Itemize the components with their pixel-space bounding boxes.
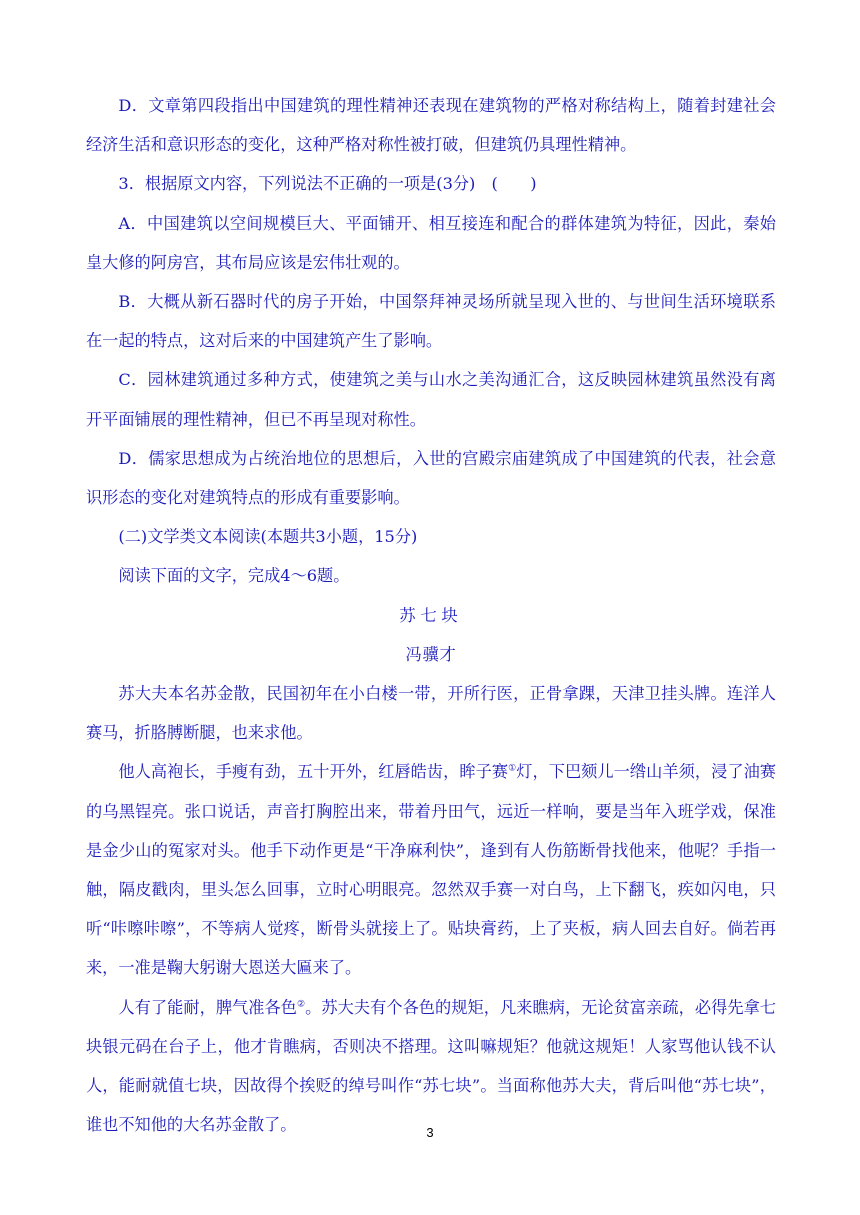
option-d-q3: D．儒家思想成为占统治地位的思想后，入世的宫殿宗庙建筑成了中国建筑的代表，社会意识形态的变化对建筑特点的形成有重要影响。 <box>86 448 776 508</box>
footnote-marker-2: ② <box>297 999 306 1010</box>
option-a-q3: A．中国建筑以空间规模巨大、平面铺开、相互接连和配合的群体建筑为特征，因此，秦始皇大修的阿房宫，其布局应该是宏伟壮观的。 <box>86 213 776 272</box>
story-paragraph-2 <box>86 752 776 987</box>
story-paragraph-3-part-b: 。苏大夫有个各色的规矩，凡来瞧病，无论贫富亲疏，必得先拿七块银元码在台子上，他才肯瞧病，否则决不搭理。这叫嘛规矩？他就这规矩！人家骂他认钱不认人，能耐就值七块，因故得个挨贬的绰号叫作“苏七块”。当面称他苏大夫，背后叫他“苏七块”，谁也不知他的大名苏金散了。 <box>86 997 776 1135</box>
section-heading: (二)文学类文本阅读(本题共3小题，15分) <box>118 527 418 547</box>
reading-instruction: 阅读下面的文字，完成4～6题。 <box>118 566 350 586</box>
story-author: 冯骥才 <box>405 644 457 664</box>
story-paragraph-3-part-a: 人有了能耐，脾气准各色 <box>118 997 298 1017</box>
footnote-marker-1: ① <box>508 764 517 775</box>
story-paragraph-2-part-a: 他人高袍长，手瘦有劲，五十开外，红唇皓齿，眸子赛 <box>118 762 509 782</box>
story-paragraph-3 <box>86 988 776 1145</box>
page-content <box>86 86 776 1144</box>
option-c-q3: C．园林建筑通过多种方式，使建筑之美与山水之美沟通汇合，这反映园林建筑虽然没有离开平面铺展的理性精神，但已不再呈现对称性。 <box>86 370 776 429</box>
question-3: 3．根据原文内容，下列说法不正确的一项是(3分) ( ) <box>118 174 537 194</box>
option-d-q2: D．文章第四段指出中国建筑的理性精神还表现在建筑物的严格对称结构上，随着封建社会经济生活和意识形态的变化，这种严格对称性被打破，但建筑仍具理性精神。 <box>86 96 776 155</box>
page-number: 3 <box>426 1125 434 1140</box>
story-paragraph-1: 苏大夫本名苏金散，民国初年在小白楼一带，开所行医，正骨拿踝，天津卫挂头牌。连洋人赛马，折胳膊断腿，也来求他。 <box>86 684 776 743</box>
story-paragraph-2-part-b: 灯，下巴颏儿一绺山羊须，浸了油赛的乌黑锃亮。张口说话，声音打胸腔出来，带着丹田气，远近一样响，要是当年入班学戏，保准是金少山的冤家对头。他手下动作更是“干净麻利快”，逢到有人伤筋断骨找他来，他呢？手指一触，隔皮戳肉，里头怎么回事，立时心明眼亮。忽然双手赛一对白鸟，上下翻飞，疾如闪电，只听“咔嚓咔嚓”，不等病人觉疼，断骨头就接上了。贴块膏药，上了夹板，病人回去自好。倘若再来，一准是鞠大躬谢大恩送大匾来了。 <box>86 762 776 978</box>
story-title: 苏七块 <box>399 605 463 625</box>
option-b-q3: B．大概从新石器时代的房子开始，中国祭拜神灵场所就呈现入世的、与世间生活环境联系在一起的特点，这对后来的中国建筑产生了影响。 <box>86 292 776 351</box>
